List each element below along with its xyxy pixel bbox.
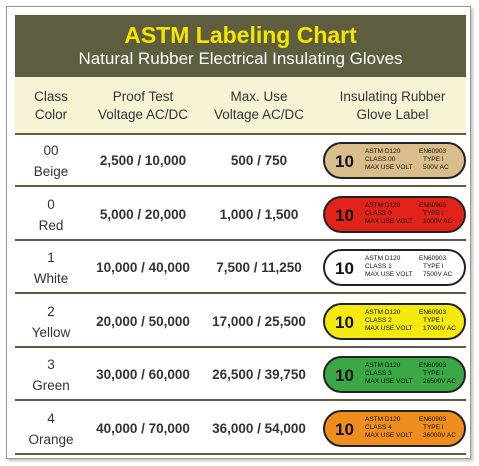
label-text	[365, 309, 456, 333]
label-class: CLASS 00	[365, 156, 396, 163]
max-use-voltage: 7,500 / 11,250	[216, 260, 302, 275]
table-row	[15, 403, 466, 455]
chart-subtitle: Natural Rubber Electrical Insulating Gloves	[78, 49, 403, 68]
table-row	[15, 242, 466, 294]
class-number: 4	[47, 410, 55, 426]
proof-test-voltage: 5,000 / 20,000	[99, 206, 187, 222]
label-text	[365, 148, 449, 172]
label-class: CLASS 2	[365, 316, 392, 324]
label-max-use: MAX USE VOLT	[365, 217, 413, 225]
column-header-line: Voltage AC/DC	[213, 107, 305, 122]
glove-size: 10	[335, 419, 354, 439]
max-use-voltage: 36,000 / 54,000	[212, 420, 306, 436]
label-text	[365, 362, 456, 386]
table-row	[15, 349, 466, 401]
label-class: CLASS 3	[365, 370, 392, 377]
proof-test-voltage: 10,000 / 40,000	[96, 260, 190, 275]
color-name: Yellow	[31, 324, 71, 340]
class-color-cell	[15, 354, 87, 396]
glove-size: 10	[335, 312, 354, 332]
max-use-voltage: 500 / 750	[230, 153, 288, 168]
glove-label	[323, 142, 466, 179]
max-use-voltage: 26,500 / 39,750	[212, 367, 306, 382]
class-color-cell	[15, 301, 87, 343]
row-divider	[15, 292, 466, 294]
label-type: TYPE I	[423, 423, 444, 431]
label-text	[365, 255, 452, 279]
row-divider	[15, 239, 466, 241]
label-type: TYPE I	[423, 263, 444, 270]
chart-header	[15, 15, 466, 77]
color-name: White	[33, 271, 69, 286]
label-class: CLASS 0	[365, 209, 392, 217]
glove-label	[323, 410, 466, 447]
class-number: 1	[47, 250, 55, 265]
label-standard: ASTM D120	[365, 415, 401, 423]
color-name: Red	[38, 217, 64, 233]
label-text	[365, 416, 456, 440]
proof-test-voltage: 40,000 / 70,000	[96, 420, 190, 436]
label-standard: ASTM D120	[365, 308, 401, 316]
proof-test-voltage: 20,000 / 50,000	[96, 313, 190, 329]
column-header-line: Glove Label	[356, 107, 429, 122]
table-row	[15, 296, 466, 348]
class-number: 3	[47, 357, 55, 372]
row-divider	[15, 185, 466, 187]
label-text	[365, 202, 452, 226]
column-header-max-use	[199, 88, 319, 124]
label-type: TYPE I	[423, 209, 444, 217]
column-header-line: Class	[34, 89, 68, 104]
column-header-label	[319, 88, 466, 124]
label-voltage: 1000V AC	[423, 217, 453, 225]
label-class: CLASS 1	[365, 263, 392, 270]
glove-label	[323, 196, 466, 233]
class-color-cell	[15, 194, 87, 236]
max-use-voltage: 17,000 / 25,500	[212, 313, 306, 329]
column-header-line: Color	[34, 107, 68, 122]
label-standard: ASTM D120	[365, 362, 401, 369]
color-name: Green	[32, 378, 70, 393]
label-max-use: MAX USE VOLT	[365, 164, 413, 171]
label-max-use: MAX USE VOLT	[365, 431, 413, 439]
label-voltage: 500V AC	[423, 164, 449, 171]
label-en-standard: EN60903	[419, 415, 447, 423]
glove-size: 10	[335, 366, 354, 385]
label-standard: ASTM D120	[365, 148, 401, 155]
chart-title: ASTM Labeling Chart	[124, 22, 357, 48]
row-divider	[15, 346, 466, 348]
label-en-standard: EN60903	[419, 201, 447, 209]
max-use-voltage: 1,000 / 1,500	[219, 206, 299, 222]
column-header-line: Insulating Rubber	[339, 89, 446, 104]
label-voltage: 36000V AC	[423, 431, 456, 439]
proof-test-voltage: 2,500 / 10,000	[99, 153, 187, 168]
label-voltage: 26500V AC	[423, 378, 456, 385]
color-name: Beige	[33, 164, 69, 179]
glove-size: 10	[335, 259, 354, 278]
column-header-line: Proof Test	[112, 89, 174, 104]
label-class: CLASS 4	[365, 423, 392, 431]
table-row	[15, 135, 466, 187]
label-type: TYPE I	[423, 370, 444, 377]
table-row	[15, 189, 466, 241]
label-en-standard: EN60903	[419, 308, 447, 316]
label-voltage: 7500V AC	[423, 271, 453, 278]
column-headers	[15, 77, 466, 135]
label-type: TYPE I	[423, 316, 444, 324]
class-color-cell	[15, 247, 87, 289]
label-standard: ASTM D120	[365, 255, 401, 262]
glove-label	[323, 356, 466, 393]
label-max-use: MAX USE VOLT	[365, 324, 413, 332]
glove-size: 10	[335, 205, 354, 225]
glove-label	[323, 249, 466, 286]
label-type: TYPE I	[423, 156, 444, 163]
label-max-use: MAX USE VOLT	[365, 378, 413, 385]
class-number: 0	[47, 196, 55, 212]
class-number: 2	[47, 303, 55, 319]
class-number: 00	[43, 143, 59, 158]
label-en-standard: EN60903	[419, 148, 447, 155]
column-header-line: Max. Use	[230, 89, 288, 104]
column-header-class-color	[15, 88, 87, 124]
label-voltage: 17000V AC	[423, 324, 456, 332]
class-color-cell	[15, 408, 87, 450]
astm-labeling-chart	[6, 6, 471, 459]
row-divider	[15, 453, 466, 455]
label-max-use: MAX USE VOLT	[365, 271, 413, 278]
row-divider	[15, 399, 466, 401]
glove-label	[323, 303, 466, 340]
label-en-standard: EN60903	[419, 255, 447, 262]
glove-size: 10	[335, 152, 354, 171]
color-name: Orange	[28, 431, 74, 447]
proof-test-voltage: 30,000 / 60,000	[96, 367, 190, 382]
column-header-line: Voltage AC/DC	[97, 107, 189, 122]
label-standard: ASTM D120	[365, 201, 401, 209]
column-header-proof-test	[87, 88, 199, 124]
class-color-cell	[15, 140, 87, 182]
label-en-standard: EN60903	[419, 362, 447, 369]
